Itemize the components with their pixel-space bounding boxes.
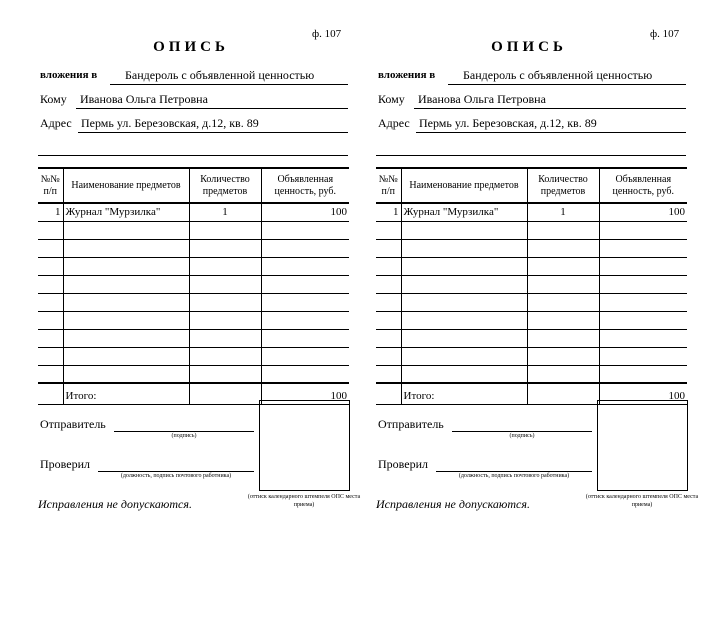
table-row	[376, 347, 687, 365]
cell-number	[38, 347, 63, 365]
cell-item-name	[401, 275, 527, 293]
corrections-note: Исправления не допускаются.	[376, 497, 530, 511]
table-row	[376, 329, 687, 347]
total-quantity-cell	[527, 383, 599, 404]
cell-declared-value: 100	[261, 203, 349, 221]
cell-declared-value	[599, 347, 687, 365]
cell-quantity	[527, 293, 599, 311]
address-extra-line	[38, 155, 348, 156]
inventory-table	[376, 167, 687, 405]
total-quantity-cell	[189, 383, 261, 404]
table-row	[38, 293, 349, 311]
table-row	[376, 257, 687, 275]
cell-number	[38, 329, 63, 347]
checked-signature-line	[98, 471, 254, 472]
total-number-cell	[376, 383, 401, 404]
address-underline	[416, 132, 686, 133]
total-label: Итого:	[63, 383, 189, 404]
spacer-cell	[376, 365, 401, 383]
cell-declared-value	[261, 293, 349, 311]
checked-signature-line	[436, 471, 592, 472]
cell-declared-value	[599, 239, 687, 257]
address-label: Адрес	[378, 116, 410, 130]
cell-declared-value	[261, 275, 349, 293]
cell-number	[38, 275, 63, 293]
cell-quantity	[189, 239, 261, 257]
cell-quantity: 1	[189, 203, 261, 221]
spacer-cell	[527, 365, 599, 383]
to-underline	[76, 108, 348, 109]
cell-quantity	[527, 329, 599, 347]
cell-declared-value	[261, 347, 349, 365]
header-value: Объявленная ценность, руб.	[599, 168, 687, 203]
cell-item-name	[401, 347, 527, 365]
cell-quantity	[189, 257, 261, 275]
inventory-table	[38, 167, 349, 405]
cell-declared-value	[261, 221, 349, 239]
cell-item-name	[63, 347, 189, 365]
cell-quantity	[527, 347, 599, 365]
cell-number: 1	[376, 203, 401, 221]
table-spacer-row	[376, 365, 687, 383]
sender-label: Отправитель	[378, 417, 444, 431]
attachment-value: Бандероль с объявленной ценностью	[125, 68, 315, 82]
cell-declared-value	[261, 257, 349, 275]
cell-item-name: Журнал "Мурзилка"	[63, 203, 189, 221]
spacer-cell	[38, 365, 63, 383]
cell-declared-value	[261, 239, 349, 257]
total-value: 100	[599, 383, 687, 404]
cell-item-name	[401, 329, 527, 347]
table-row	[376, 239, 687, 257]
cell-item-name	[63, 239, 189, 257]
cell-item-name	[401, 311, 527, 329]
cell-number	[38, 293, 63, 311]
cell-declared-value: 100	[599, 203, 687, 221]
header-name: Наименование предметов	[63, 168, 189, 203]
address-underline	[78, 132, 348, 133]
attachment-value: Бандероль с объявленной ценностью	[463, 68, 653, 82]
header-number: №№ п/п	[38, 168, 63, 203]
cell-quantity	[527, 311, 599, 329]
table-row	[38, 203, 349, 221]
table-row	[376, 221, 687, 239]
header-quantity: Количество предметов	[189, 168, 261, 203]
cell-number	[38, 257, 63, 275]
stamp-caption: (оттиск календарного штемпеля ОПС места приема)	[585, 494, 699, 508]
cell-item-name	[63, 329, 189, 347]
cell-declared-value	[599, 257, 687, 275]
cell-quantity	[189, 311, 261, 329]
checked-label: Проверил	[40, 457, 90, 471]
cell-quantity	[189, 275, 261, 293]
cell-number	[376, 311, 401, 329]
spacer-cell	[401, 365, 527, 383]
cell-number	[376, 293, 401, 311]
checked-caption: (должность, подпись почтового работника)	[120, 473, 232, 479]
address-value: Пермь ул. Березовская, д.12, кв. 89	[419, 116, 597, 130]
cell-number	[38, 311, 63, 329]
to-value: Иванова Ольга Петровна	[80, 92, 208, 106]
sender-caption: (подпись)	[509, 433, 535, 439]
to-label: Кому	[40, 92, 67, 106]
table-row	[376, 203, 687, 221]
table-row	[38, 275, 349, 293]
header-number: №№ п/п	[376, 168, 401, 203]
cell-number	[376, 257, 401, 275]
cell-number	[376, 239, 401, 257]
to-value: Иванова Ольга Петровна	[418, 92, 546, 106]
total-value: 100	[261, 383, 349, 404]
total-number-cell	[38, 383, 63, 404]
table-row	[38, 257, 349, 275]
sender-signature-line	[452, 431, 592, 432]
cell-declared-value	[599, 329, 687, 347]
cell-quantity	[189, 329, 261, 347]
table-row	[376, 293, 687, 311]
cell-number	[376, 347, 401, 365]
cell-quantity	[189, 347, 261, 365]
cell-item-name	[63, 293, 189, 311]
cell-number	[376, 221, 401, 239]
inventory-form-left	[38, 0, 361, 530]
table-row	[38, 329, 349, 347]
table-row	[38, 221, 349, 239]
cell-declared-value	[599, 293, 687, 311]
cell-declared-value	[599, 221, 687, 239]
cell-item-name	[401, 239, 527, 257]
cell-declared-value	[599, 275, 687, 293]
cell-item-name	[63, 311, 189, 329]
address-value: Пермь ул. Березовская, д.12, кв. 89	[81, 116, 259, 130]
table-row	[376, 311, 687, 329]
cell-declared-value	[599, 311, 687, 329]
sender-label: Отправитель	[40, 417, 106, 431]
form-title: ОПИСЬ	[153, 39, 229, 55]
header-name: Наименование предметов	[401, 168, 527, 203]
table-spacer-row	[38, 365, 349, 383]
sender-caption: (подпись)	[171, 433, 197, 439]
cell-item-name: Журнал "Мурзилка"	[401, 203, 527, 221]
checked-label: Проверил	[378, 457, 428, 471]
cell-number	[38, 239, 63, 257]
cell-quantity: 1	[527, 203, 599, 221]
corrections-note: Исправления не допускаются.	[38, 497, 192, 511]
table-row	[376, 275, 687, 293]
inventory-form-right	[376, 0, 699, 530]
cell-quantity	[527, 275, 599, 293]
cell-item-name	[63, 275, 189, 293]
table-row	[38, 347, 349, 365]
stamp-box	[259, 400, 350, 491]
cell-quantity	[527, 221, 599, 239]
cell-number	[376, 329, 401, 347]
cell-item-name	[401, 293, 527, 311]
header-value: Объявленная ценность, руб.	[261, 168, 349, 203]
attachment-underline	[110, 84, 348, 85]
cell-number: 1	[38, 203, 63, 221]
cell-quantity	[189, 293, 261, 311]
table-header-row	[38, 168, 349, 203]
to-label: Кому	[378, 92, 405, 106]
attachment-underline	[448, 84, 686, 85]
spacer-cell	[599, 365, 687, 383]
form-title: ОПИСЬ	[491, 39, 567, 55]
address-label: Адрес	[40, 116, 72, 130]
attachment-label: вложения в	[378, 69, 436, 81]
cell-declared-value	[261, 311, 349, 329]
total-label: Итого:	[401, 383, 527, 404]
stamp-caption: (оттиск календарного штемпеля ОПС места приема)	[247, 494, 361, 508]
spacer-cell	[189, 365, 261, 383]
to-underline	[414, 108, 686, 109]
cell-quantity	[527, 257, 599, 275]
cell-item-name	[401, 221, 527, 239]
form-number: ф. 107	[650, 28, 680, 40]
attachment-label: вложения в	[40, 69, 98, 81]
stamp-box	[597, 400, 688, 491]
sender-signature-line	[114, 431, 254, 432]
cell-quantity	[189, 221, 261, 239]
checked-caption: (должность, подпись почтового работника)	[458, 473, 570, 479]
table-row	[38, 239, 349, 257]
cell-number	[376, 275, 401, 293]
spacer-cell	[63, 365, 189, 383]
header-quantity: Количество предметов	[527, 168, 599, 203]
table-row	[38, 311, 349, 329]
address-extra-line	[376, 155, 686, 156]
cell-quantity	[527, 239, 599, 257]
table-header-row	[376, 168, 687, 203]
spacer-cell	[261, 365, 349, 383]
cell-item-name	[401, 257, 527, 275]
cell-item-name	[63, 257, 189, 275]
cell-declared-value	[261, 329, 349, 347]
form-number: ф. 107	[312, 28, 342, 40]
cell-item-name	[63, 221, 189, 239]
cell-number	[38, 221, 63, 239]
